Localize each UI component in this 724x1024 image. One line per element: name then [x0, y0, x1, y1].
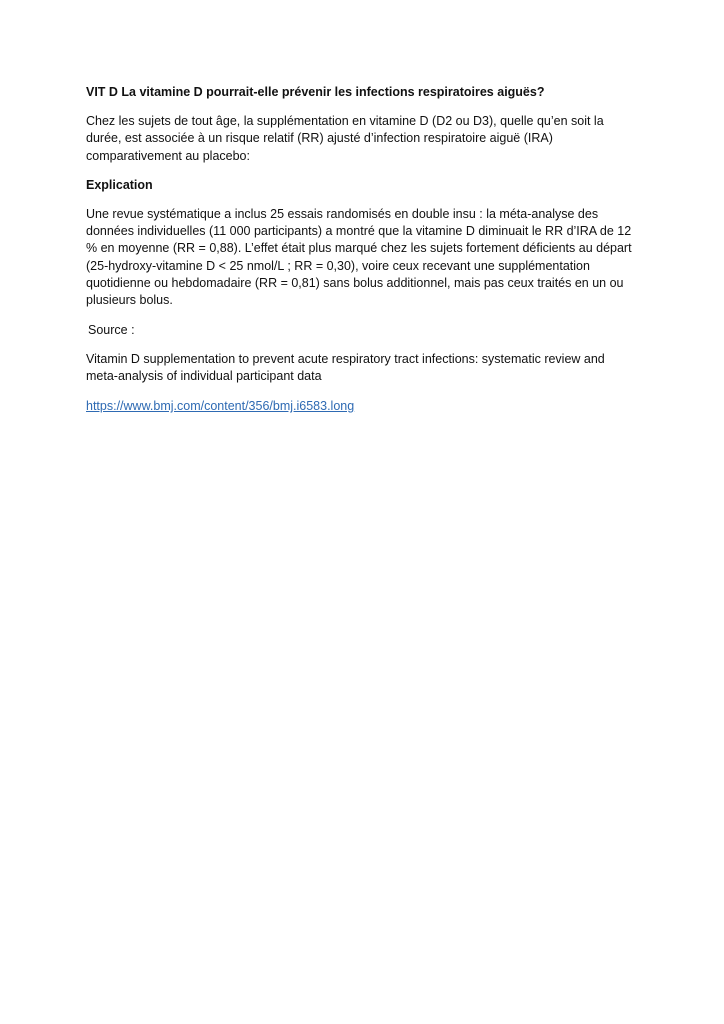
intro-paragraph: Chez les sujets de tout âge, la supplémentation en vitamine D (D2 ou D3), quelle qu’en soit la durée, est associée à un risque relatif (RR) ajusté d’infection respiratoire aiguë (IRA) comparativement au placebo: [86, 114, 604, 163]
explication-paragraph: Une revue systématique a inclus 25 essais randomisés en double insu : la méta-analyse des données individuelles (11 000 participants) a montré que la vitamine D diminuait le RR d’IRA de 12 % en moyenne (RR = 0,88). L’effet était plus marqué chez les sujets fortement déficients au départ (25-hydroxy-vitamine D < 25 nmol/L ; RR = 0,30), voire ceux recevant une supplémentation quotidienne ou hebdomadaire (RR = 0,81) sans bolus additionnel, mais pas ceux traités en un ou plusieurs bolus. [86, 206, 632, 308]
document-title: VIT D La vitamine D pourrait-elle prévenir les infections respiratoires aiguës? [86, 85, 545, 99]
source-title: Vitamin D supplementation to prevent acute respiratory tract infections: systematic review and meta-analysis of individual participant data [86, 351, 605, 383]
source-link[interactable]: https://www.bmj.com/content/356/bmj.i6583.long [86, 399, 355, 414]
explication-heading: Explication [86, 177, 153, 192]
source-label: Source : [88, 322, 135, 337]
